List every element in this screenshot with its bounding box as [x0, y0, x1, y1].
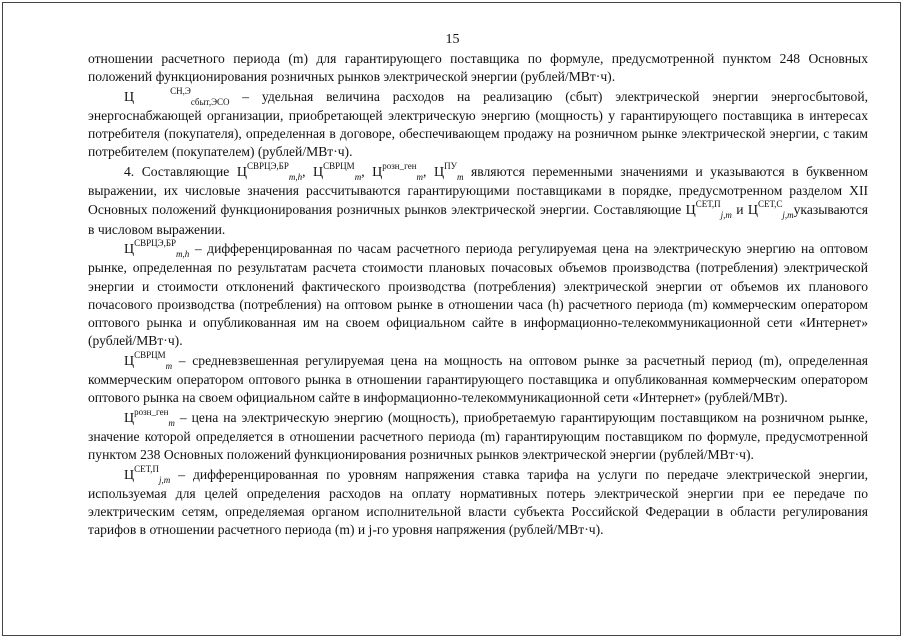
definition-text: – цена на электрическую энергию (мощность), приобретаемую гарантирующим поставщиком на розничном рынке, значение которой определяется в отношении расчетного периода (m) гарантирующим поставщиком по формуле, предусмотренной пунктом 238 Основных положений функционирования розничных рынков электрической энергии (рублей/МВт·ч). — [88, 409, 868, 463]
symbol-superscript: СН,Э — [170, 85, 191, 96]
symbol-subscript: j,m — [158, 474, 171, 485]
symbol-subscript: m — [456, 171, 464, 182]
symbol-subscript: сбыт,ЭСО — [190, 96, 230, 107]
definition-text: – удельная величина расходов на реализацию (сбыт) электрической энергии энергосбытовой, энергоснабжающей организации, приобретающей электрическую энергию (мощность) у гарантирующего поставщика в интересах потребителя (покупателя), определенная в договоре, обеспечивающем продажу на розничном рынке электрической энергии, с таким потребителем (покупателем) (рублей/МВт·ч). — [88, 88, 868, 160]
symbol-c: Ц — [685, 203, 696, 219]
definition-text: – средневзвешенная регулируемая цена на мощность на оптовом рынке за расчетный период (m), определенная коммерческим оператором оптового рынка в отношении гарантирующего поставщика и опубликованная коммерческим оператором оптового рынка на своем официальном сайте в информационно-телекоммуникационной сети «Интернет» (рублей/МВт). — [88, 352, 868, 406]
symbol-superscript: ПУ — [444, 160, 457, 171]
symbol-superscript: СЕТ,П — [134, 463, 159, 474]
symbol-superscript: СВРЦЭ,БР — [134, 237, 177, 248]
symbol-superscript: розн_ген — [382, 160, 417, 171]
symbol-subscript: j,m — [782, 210, 794, 221]
symbol-subscript: m — [168, 417, 175, 428]
page-number: 15 — [445, 32, 460, 47]
components-and: и — [731, 202, 748, 218]
symbol-c: Ц — [124, 410, 135, 426]
symbol-c: Ц — [236, 164, 247, 180]
symbol-c: Ц — [124, 353, 135, 369]
symbol-subscript: m — [354, 171, 362, 182]
symbol-subscript: j,m — [720, 210, 732, 221]
symbol-superscript: СВРЦМ — [134, 349, 166, 360]
symbol-c: Ц — [372, 164, 383, 180]
symbol-subscript: m — [416, 171, 424, 182]
symbol-c: Ц — [747, 203, 759, 219]
components-middle: являются переменными значениями и указываются в буквенном выражении, их числовые значения рассчитываются гарантирующими поставщиками в порядке, предусмотренном разделом XII Основных положений функционирования розничных рынков электрической энергии. Составляющие — [88, 163, 869, 218]
symbol-c: Ц — [124, 241, 135, 257]
symbol-subscript: m,h — [176, 248, 190, 259]
symbol-c: Ц — [124, 467, 135, 483]
symbol-c: Ц — [433, 164, 445, 180]
paragraph-components: 4. Составляющие $Ц^{СВРЦЭ,БР}_{m,h}$, $Ц^{СВРЦМ}_m$, $Ц^{розн\_ген}_m$, $Ц^{ПУ}_m$ являются переменными значениями и указываются в буквенном выражении, их числовые значения рассчитываются гарантирующими поставщиками в порядке, предусмотренном разделом XII Основных положений функционирования розничных рынков электрической энергии. Составляющие $Ц^{СЕТ,П}_{j,m}$ и $Ц^{СЕТ,С}_{j,m}указываются$ в числовом выражении. — [88, 160, 869, 237]
paragraph-rozn-gen — [88, 408, 868, 465]
components-lead: 4. Составляющие — [124, 163, 237, 179]
definition-text: – дифференцированная по уровням напряжения ставка тарифа на услуги по передаче электрической энергии, используемая для целей определения расходов на оплату нормативных потерь электрической энергии при ее передаче по электрическим сетям, определяемая органом исполнительной власти субъекта Российской Федерации в области регулирования тарифов в отношении расчетного периода (m) и j-го уровня напряжения (рублей/МВт·ч). — [88, 466, 868, 538]
symbol-superscript: СЕТ,С — [758, 199, 783, 210]
components-tail: указываются в числовом выражении. — [88, 202, 868, 237]
definition-text: – дифференцированная по часам расчетного периода регулируемая цена на электрическую энергию на оптовом рынке, определенная по результатам расчета стоимости плановых почасовых объемов производства (потребления) электрической энергии и стоимости отклонений фактического производства (потребления) электрической энергии от объемов их планового почасового производства (потребления) на оптовом рынке в отношении часа (h) расчетного периода (m) коммерческим оператором оптового рынка и опубликованная им на своем официальном сайте в информационно-телекоммуникационной сети «Интернет» (рублей/МВт·ч). — [88, 240, 868, 349]
paragraph-continuation: отношении расчетного периода (m) для гарантирующего поставщика по формуле, предусмотренной пунктом 248 Основных положений функционирования розничных рынков электрической энергии (рублей/МВт·ч). — [88, 51, 868, 85]
paragraph-sbyt-definition — [88, 87, 868, 162]
document-body — [88, 50, 868, 540]
paragraph-set-p — [88, 465, 868, 540]
symbol-superscript: СЕТ,П — [695, 199, 721, 210]
symbol-c: Ц — [124, 89, 135, 105]
symbol-subscript: m,h — [288, 171, 303, 182]
symbol-superscript: СВРЦМ — [323, 160, 355, 171]
symbol-subscript: m — [165, 360, 173, 371]
symbol-superscript: розн_ген — [134, 406, 169, 417]
paragraph-svrce-br — [88, 239, 868, 351]
paragraph-svrcm — [88, 351, 868, 408]
symbol-c: Ц — [313, 164, 324, 180]
symbol-superscript: СВРЦЭ,БР — [246, 160, 289, 171]
